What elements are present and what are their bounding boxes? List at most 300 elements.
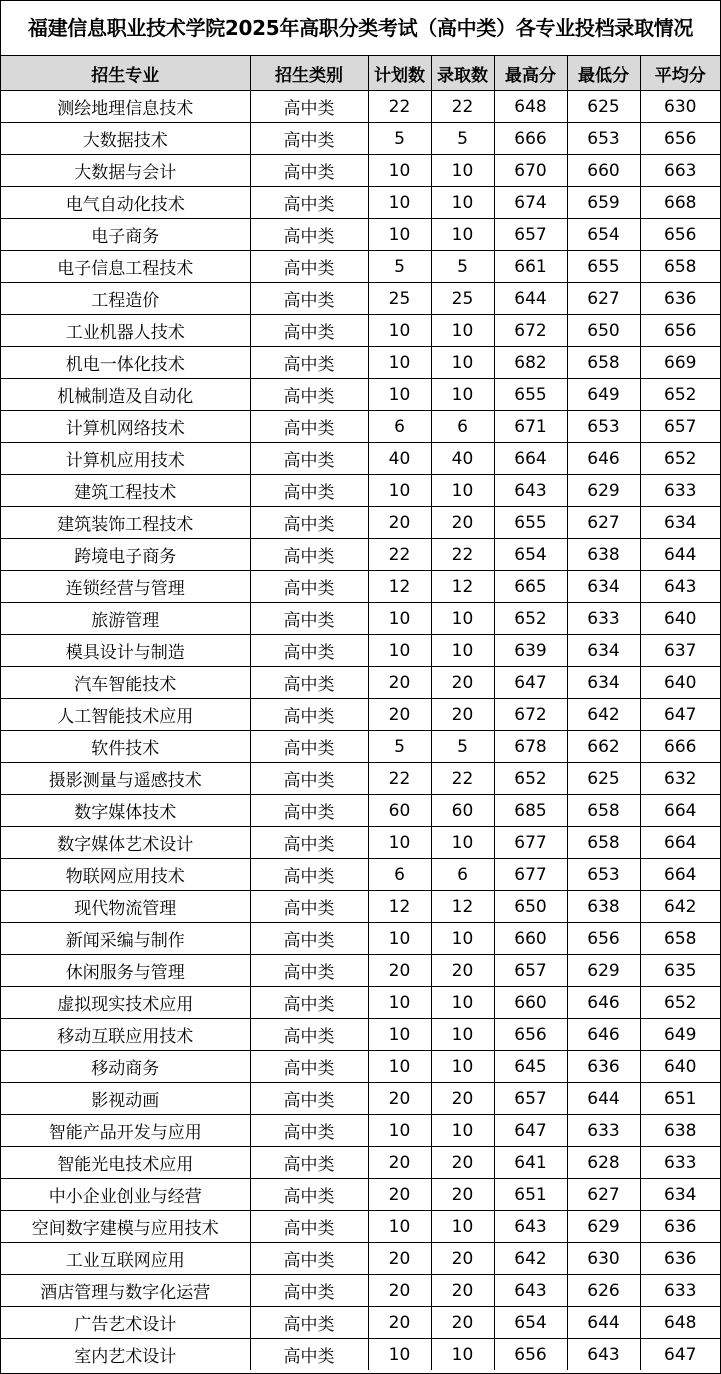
cell-admitted-count: 20: [431, 699, 494, 731]
cell-major: 建筑工程技术: [1, 475, 250, 507]
cell-major: 建筑装饰工程技术: [1, 507, 250, 539]
cell-avg-score: 658: [640, 251, 720, 283]
cell-min-score: 638: [567, 891, 640, 923]
table-row: [1, 1339, 720, 1371]
cell-admitted-count: 22: [431, 539, 494, 571]
cell-avg-score: 668: [640, 187, 720, 219]
cell-category: 高中类: [250, 507, 368, 539]
cell-major: 现代物流管理: [1, 891, 250, 923]
cell-max-score: 654: [494, 539, 567, 571]
cell-plan-count: 22: [368, 763, 431, 795]
cell-avg-score: 643: [640, 571, 720, 603]
cell-major: 广告艺术设计: [1, 1307, 250, 1339]
cell-max-score: 660: [494, 987, 567, 1019]
cell-avg-score: 652: [640, 379, 720, 411]
cell-avg-score: 634: [640, 1179, 720, 1211]
cell-major: 酒店管理与数字化运营: [1, 1275, 250, 1307]
cell-category: 高中类: [250, 1179, 368, 1211]
cell-avg-score: 633: [640, 475, 720, 507]
cell-min-score: 658: [567, 347, 640, 379]
cell-plan-count: 20: [368, 507, 431, 539]
cell-avg-score: 663: [640, 155, 720, 187]
cell-major: 智能产品开发与应用: [1, 1115, 250, 1147]
table-row: [1, 1243, 720, 1275]
cell-admitted-count: 10: [431, 1115, 494, 1147]
cell-category: 高中类: [250, 1051, 368, 1083]
cell-avg-score: 656: [640, 123, 720, 155]
cell-avg-score: 666: [640, 731, 720, 763]
cell-admitted-count: 10: [431, 1211, 494, 1243]
cell-max-score: 644: [494, 283, 567, 315]
cell-plan-count: 10: [368, 603, 431, 635]
cell-category: 高中类: [250, 1115, 368, 1147]
cell-admitted-count: 12: [431, 571, 494, 603]
cell-admitted-count: 22: [431, 763, 494, 795]
cell-major: 智能光电技术应用: [1, 1147, 250, 1179]
table-row: [1, 347, 720, 379]
cell-plan-count: 12: [368, 891, 431, 923]
header-avg-score: 平均分: [640, 56, 720, 91]
cell-max-score: 678: [494, 731, 567, 763]
cell-major: 机械制造及自动化: [1, 379, 250, 411]
cell-major: 机电一体化技术: [1, 347, 250, 379]
cell-admitted-count: 12: [431, 891, 494, 923]
table-row: [1, 1051, 720, 1083]
cell-plan-count: 20: [368, 1179, 431, 1211]
cell-max-score: 685: [494, 795, 567, 827]
header-category: 招生类别: [250, 56, 368, 91]
cell-plan-count: 12: [368, 571, 431, 603]
cell-category: 高中类: [250, 891, 368, 923]
cell-category: 高中类: [250, 1339, 368, 1371]
table-row: [1, 91, 720, 123]
table-row: [1, 699, 720, 731]
cell-avg-score: 664: [640, 859, 720, 891]
cell-min-score: 662: [567, 731, 640, 763]
cell-plan-count: 20: [368, 1083, 431, 1115]
cell-max-score: 656: [494, 1339, 567, 1371]
cell-plan-count: 5: [368, 731, 431, 763]
table-row: [1, 635, 720, 667]
cell-major: 工程造价: [1, 283, 250, 315]
cell-category: 高中类: [250, 571, 368, 603]
cell-category: 高中类: [250, 955, 368, 987]
cell-max-score: 671: [494, 411, 567, 443]
cell-plan-count: 20: [368, 1275, 431, 1307]
cell-min-score: 642: [567, 699, 640, 731]
cell-major: 室内艺术设计: [1, 1339, 250, 1371]
cell-admitted-count: 10: [431, 475, 494, 507]
cell-admitted-count: 5: [431, 251, 494, 283]
cell-major: 电子信息工程技术: [1, 251, 250, 283]
cell-major: 连锁经营与管理: [1, 571, 250, 603]
header-min-score: 最低分: [567, 56, 640, 91]
cell-max-score: 666: [494, 123, 567, 155]
cell-plan-count: 22: [368, 91, 431, 123]
cell-max-score: 645: [494, 1051, 567, 1083]
cell-min-score: 633: [567, 1115, 640, 1147]
cell-major: 跨境电子商务: [1, 539, 250, 571]
cell-admitted-count: 6: [431, 411, 494, 443]
cell-plan-count: 10: [368, 1051, 431, 1083]
cell-avg-score: 647: [640, 699, 720, 731]
cell-avg-score: 633: [640, 1275, 720, 1307]
table-row: [1, 507, 720, 539]
cell-plan-count: 10: [368, 1339, 431, 1371]
cell-admitted-count: 10: [431, 347, 494, 379]
cell-plan-count: 20: [368, 1243, 431, 1275]
cell-min-score: 629: [567, 475, 640, 507]
cell-plan-count: 10: [368, 1115, 431, 1147]
cell-major: 工业互联网应用: [1, 1243, 250, 1275]
cell-plan-count: 10: [368, 155, 431, 187]
cell-admitted-count: 22: [431, 91, 494, 123]
table-row: [1, 443, 720, 475]
cell-plan-count: 10: [368, 475, 431, 507]
cell-category: 高中类: [250, 539, 368, 571]
cell-category: 高中类: [250, 1147, 368, 1179]
cell-min-score: 634: [567, 571, 640, 603]
table-row: [1, 315, 720, 347]
cell-max-score: 657: [494, 955, 567, 987]
cell-min-score: 650: [567, 315, 640, 347]
table-body: [1, 91, 720, 1371]
cell-avg-score: 647: [640, 1339, 720, 1371]
cell-admitted-count: 20: [431, 507, 494, 539]
cell-avg-score: 635: [640, 955, 720, 987]
table-row: [1, 923, 720, 955]
cell-admitted-count: 20: [431, 955, 494, 987]
cell-admitted-count: 10: [431, 923, 494, 955]
table-row: [1, 1083, 720, 1115]
cell-avg-score: 658: [640, 923, 720, 955]
cell-major: 汽车智能技术: [1, 667, 250, 699]
cell-min-score: 654: [567, 219, 640, 251]
cell-plan-count: 10: [368, 1019, 431, 1051]
cell-major: 大数据技术: [1, 123, 250, 155]
cell-major: 计算机应用技术: [1, 443, 250, 475]
cell-category: 高中类: [250, 411, 368, 443]
cell-plan-count: 10: [368, 315, 431, 347]
table-row: [1, 219, 720, 251]
cell-max-score: 651: [494, 1179, 567, 1211]
cell-max-score: 660: [494, 923, 567, 955]
table-row: [1, 379, 720, 411]
cell-major: 移动商务: [1, 1051, 250, 1083]
cell-category: 高中类: [250, 443, 368, 475]
cell-max-score: 677: [494, 827, 567, 859]
table-row: [1, 283, 720, 315]
cell-max-score: 647: [494, 667, 567, 699]
table-row: [1, 859, 720, 891]
cell-max-score: 647: [494, 1115, 567, 1147]
cell-avg-score: 664: [640, 795, 720, 827]
cell-category: 高中类: [250, 827, 368, 859]
cell-plan-count: 20: [368, 667, 431, 699]
table-row: [1, 1211, 720, 1243]
cell-plan-count: 25: [368, 283, 431, 315]
cell-min-score: 634: [567, 635, 640, 667]
table-row: [1, 731, 720, 763]
cell-avg-score: 640: [640, 667, 720, 699]
cell-plan-count: 10: [368, 987, 431, 1019]
cell-plan-count: 6: [368, 411, 431, 443]
cell-admitted-count: 60: [431, 795, 494, 827]
table-row: [1, 539, 720, 571]
cell-max-score: 652: [494, 763, 567, 795]
cell-major: 摄影测量与遥感技术: [1, 763, 250, 795]
cell-admitted-count: 10: [431, 987, 494, 1019]
cell-category: 高中类: [250, 187, 368, 219]
cell-admitted-count: 5: [431, 731, 494, 763]
cell-category: 高中类: [250, 635, 368, 667]
cell-admitted-count: 40: [431, 443, 494, 475]
cell-min-score: 627: [567, 283, 640, 315]
cell-min-score: 649: [567, 379, 640, 411]
cell-admitted-count: 20: [431, 1275, 494, 1307]
cell-admitted-count: 20: [431, 667, 494, 699]
cell-major: 电子商务: [1, 219, 250, 251]
cell-min-score: 644: [567, 1307, 640, 1339]
cell-category: 高中类: [250, 667, 368, 699]
table-row: [1, 187, 720, 219]
cell-avg-score: 630: [640, 91, 720, 123]
cell-max-score: 674: [494, 187, 567, 219]
cell-min-score: 653: [567, 123, 640, 155]
header-row: [1, 56, 720, 91]
table-row: [1, 155, 720, 187]
table-row: [1, 475, 720, 507]
cell-admitted-count: 10: [431, 315, 494, 347]
cell-min-score: 653: [567, 859, 640, 891]
cell-avg-score: 652: [640, 987, 720, 1019]
cell-major: 中小企业创业与经营: [1, 1179, 250, 1211]
cell-max-score: 643: [494, 1211, 567, 1243]
cell-avg-score: 638: [640, 1115, 720, 1147]
cell-plan-count: 20: [368, 955, 431, 987]
cell-avg-score: 633: [640, 1147, 720, 1179]
cell-min-score: 646: [567, 443, 640, 475]
cell-max-score: 682: [494, 347, 567, 379]
table-row: [1, 1307, 720, 1339]
cell-max-score: 642: [494, 1243, 567, 1275]
cell-major: 空间数字建模与应用技术: [1, 1211, 250, 1243]
cell-max-score: 643: [494, 475, 567, 507]
cell-min-score: 660: [567, 155, 640, 187]
cell-min-score: 628: [567, 1147, 640, 1179]
cell-admitted-count: 10: [431, 379, 494, 411]
cell-category: 高中类: [250, 123, 368, 155]
cell-plan-count: 20: [368, 1147, 431, 1179]
cell-category: 高中类: [250, 219, 368, 251]
table-row: [1, 251, 720, 283]
table-row: [1, 891, 720, 923]
cell-min-score: 636: [567, 1051, 640, 1083]
cell-plan-count: 40: [368, 443, 431, 475]
cell-min-score: 629: [567, 1211, 640, 1243]
cell-min-score: 658: [567, 827, 640, 859]
cell-max-score: 650: [494, 891, 567, 923]
cell-avg-score: 632: [640, 763, 720, 795]
cell-major: 模具设计与制造: [1, 635, 250, 667]
cell-plan-count: 60: [368, 795, 431, 827]
cell-avg-score: 656: [640, 315, 720, 347]
cell-max-score: 657: [494, 1083, 567, 1115]
cell-major: 工业机器人技术: [1, 315, 250, 347]
cell-max-score: 639: [494, 635, 567, 667]
cell-plan-count: 10: [368, 347, 431, 379]
header-max-score: 最高分: [494, 56, 567, 91]
table-row: [1, 1179, 720, 1211]
cell-min-score: 646: [567, 987, 640, 1019]
table-row: [1, 667, 720, 699]
cell-category: 高中类: [250, 859, 368, 891]
cell-avg-score: 648: [640, 1307, 720, 1339]
table-row: [1, 1115, 720, 1147]
cell-avg-score: 642: [640, 891, 720, 923]
cell-admitted-count: 10: [431, 155, 494, 187]
header-plan-count: 计划数: [368, 56, 431, 91]
cell-min-score: 630: [567, 1243, 640, 1275]
cell-admitted-count: 10: [431, 635, 494, 667]
cell-admitted-count: 5: [431, 123, 494, 155]
cell-category: 高中类: [250, 1019, 368, 1051]
cell-major: 新闻采编与制作: [1, 923, 250, 955]
cell-major: 大数据与会计: [1, 155, 250, 187]
cell-min-score: 629: [567, 955, 640, 987]
cell-avg-score: 656: [640, 219, 720, 251]
table-row: [1, 987, 720, 1019]
cell-plan-count: 10: [368, 635, 431, 667]
cell-category: 高中类: [250, 283, 368, 315]
table-row: [1, 1019, 720, 1051]
cell-admitted-count: 10: [431, 219, 494, 251]
cell-admitted-count: 10: [431, 1339, 494, 1371]
cell-major: 软件技术: [1, 731, 250, 763]
cell-avg-score: 657: [640, 411, 720, 443]
cell-category: 高中类: [250, 1307, 368, 1339]
cell-category: 高中类: [250, 155, 368, 187]
cell-category: 高中类: [250, 763, 368, 795]
cell-max-score: 670: [494, 155, 567, 187]
cell-admitted-count: 20: [431, 1083, 494, 1115]
cell-max-score: 664: [494, 443, 567, 475]
cell-min-score: 655: [567, 251, 640, 283]
cell-admitted-count: 10: [431, 1051, 494, 1083]
cell-max-score: 655: [494, 379, 567, 411]
cell-max-score: 655: [494, 507, 567, 539]
cell-min-score: 659: [567, 187, 640, 219]
cell-min-score: 633: [567, 603, 640, 635]
cell-min-score: 634: [567, 667, 640, 699]
table-row: [1, 827, 720, 859]
cell-min-score: 653: [567, 411, 640, 443]
cell-plan-count: 6: [368, 859, 431, 891]
cell-min-score: 627: [567, 1179, 640, 1211]
table-row: [1, 123, 720, 155]
cell-admitted-count: 25: [431, 283, 494, 315]
cell-plan-count: 10: [368, 923, 431, 955]
cell-major: 电气自动化技术: [1, 187, 250, 219]
cell-category: 高中类: [250, 347, 368, 379]
cell-plan-count: 10: [368, 379, 431, 411]
cell-category: 高中类: [250, 1243, 368, 1275]
cell-admitted-count: 10: [431, 1019, 494, 1051]
table-row: [1, 571, 720, 603]
admission-table: [1, 56, 720, 1370]
cell-category: 高中类: [250, 379, 368, 411]
cell-avg-score: 640: [640, 603, 720, 635]
cell-category: 高中类: [250, 923, 368, 955]
cell-avg-score: 664: [640, 827, 720, 859]
cell-min-score: 626: [567, 1275, 640, 1307]
cell-max-score: 677: [494, 859, 567, 891]
cell-max-score: 661: [494, 251, 567, 283]
cell-major: 计算机网络技术: [1, 411, 250, 443]
cell-category: 高中类: [250, 699, 368, 731]
cell-plan-count: 10: [368, 827, 431, 859]
cell-admitted-count: 6: [431, 859, 494, 891]
cell-category: 高中类: [250, 315, 368, 347]
table-row: [1, 955, 720, 987]
cell-major: 影视动画: [1, 1083, 250, 1115]
cell-admitted-count: 20: [431, 1243, 494, 1275]
cell-plan-count: 5: [368, 123, 431, 155]
cell-major: 休闲服务与管理: [1, 955, 250, 987]
cell-avg-score: 640: [640, 1051, 720, 1083]
cell-category: 高中类: [250, 91, 368, 123]
cell-admitted-count: 10: [431, 603, 494, 635]
cell-plan-count: 5: [368, 251, 431, 283]
cell-major: 测绘地理信息技术: [1, 91, 250, 123]
cell-admitted-count: 10: [431, 187, 494, 219]
cell-plan-count: 20: [368, 1307, 431, 1339]
cell-max-score: 665: [494, 571, 567, 603]
cell-category: 高中类: [250, 1211, 368, 1243]
cell-min-score: 644: [567, 1083, 640, 1115]
cell-major: 数字媒体技术: [1, 795, 250, 827]
table-row: [1, 1275, 720, 1307]
cell-avg-score: 636: [640, 1211, 720, 1243]
cell-major: 虚拟现实技术应用: [1, 987, 250, 1019]
cell-max-score: 641: [494, 1147, 567, 1179]
cell-min-score: 646: [567, 1019, 640, 1051]
cell-min-score: 625: [567, 763, 640, 795]
cell-max-score: 648: [494, 91, 567, 123]
cell-category: 高中类: [250, 603, 368, 635]
cell-avg-score: 634: [640, 507, 720, 539]
table-row: [1, 795, 720, 827]
table-title: 福建信息职业技术学院2025年高职分类考试（高中类）各专业投档录取情况: [1, 1, 720, 56]
cell-avg-score: 644: [640, 539, 720, 571]
header-major: 招生专业: [1, 56, 250, 91]
cell-category: 高中类: [250, 251, 368, 283]
cell-max-score: 643: [494, 1275, 567, 1307]
cell-category: 高中类: [250, 475, 368, 507]
table-row: [1, 603, 720, 635]
cell-plan-count: 10: [368, 187, 431, 219]
cell-plan-count: 10: [368, 219, 431, 251]
cell-avg-score: 651: [640, 1083, 720, 1115]
cell-min-score: 643: [567, 1339, 640, 1371]
cell-category: 高中类: [250, 731, 368, 763]
cell-category: 高中类: [250, 987, 368, 1019]
cell-admitted-count: 20: [431, 1307, 494, 1339]
cell-major: 物联网应用技术: [1, 859, 250, 891]
cell-category: 高中类: [250, 795, 368, 827]
cell-category: 高中类: [250, 1275, 368, 1307]
table-row: [1, 411, 720, 443]
